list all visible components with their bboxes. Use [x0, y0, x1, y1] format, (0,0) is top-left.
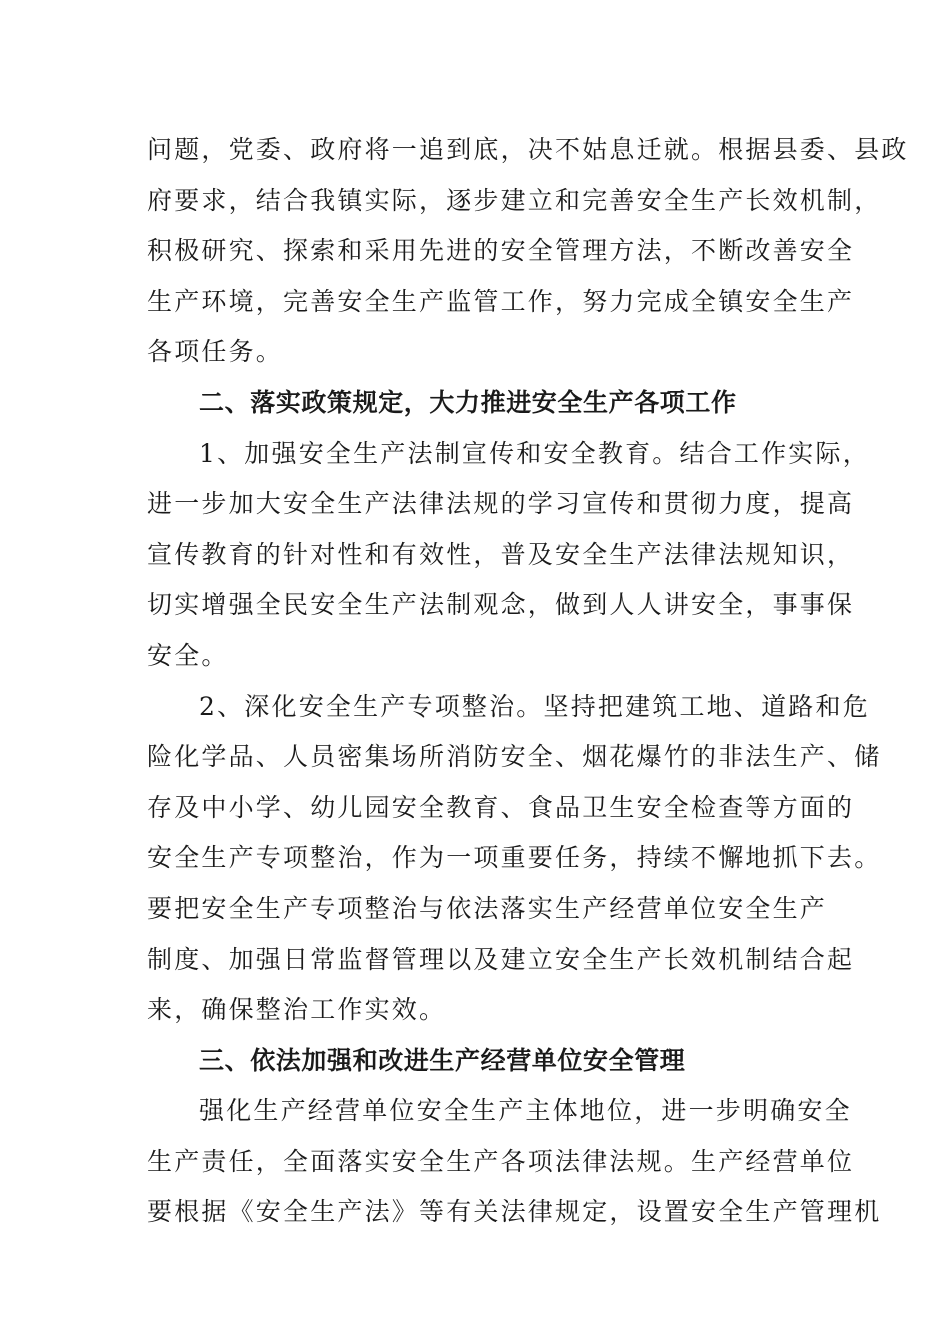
text-line: 生产责任，全面落实安全生产各项法律法规。生产经营单位 — [147, 1146, 855, 1176]
text-line: 切实增强全民安全生产法制观念，做到人人讲安全，事事保 — [147, 590, 855, 620]
text-line: 安全生产专项整治，作为一项重要任务，持续不懈地抓下去。 — [147, 843, 882, 873]
text-line: 要根据《安全生产法》等有关法律规定，设置安全生产管理机 — [147, 1197, 882, 1227]
text-line: 存及中小学、幼儿园安全教育、食品卫生安全检查等方面的 — [147, 792, 855, 822]
text-line: 积极研究、探索和采用先进的安全管理方法，不断改善安全 — [147, 236, 855, 266]
text-line: 进一步加大安全生产法律法规的学习宣传和贯彻力度，提高 — [147, 489, 855, 519]
text-line: 府要求，结合我镇实际，逐步建立和完善安全生产长效机制， — [147, 185, 882, 215]
text-line: 各项任务。 — [147, 337, 284, 367]
text-line: 1、加强安全生产法制宣传和安全教育。结合工作实际， — [199, 438, 870, 468]
body-paragraph — [147, 682, 882, 1036]
body-paragraph — [147, 429, 870, 682]
section-heading — [147, 378, 807, 429]
text-line: 2、深化安全生产专项整治。坚持把建筑工地、道路和危 — [199, 691, 870, 721]
text-line: 强化生产经营单位安全生产主体地位，进一步明确安全 — [199, 1096, 852, 1126]
text-line: 安全。 — [147, 640, 229, 670]
heading-text: 三、依法加强和改进生产经营单位安全管理 — [199, 1045, 686, 1075]
document-body — [147, 125, 909, 1238]
text-line: 险化学品、人员密集场所消防安全、烟花爆竹的非法生产、储 — [147, 742, 882, 772]
body-paragraph — [147, 125, 909, 378]
heading-text: 二、落实政策规定，大力推进安全生产各项工作 — [199, 387, 737, 417]
text-line: 宣传教育的针对性和有效性，普及安全生产法律法规知识， — [147, 539, 855, 569]
text-line: 来，确保整治工作实效。 — [147, 995, 447, 1025]
text-line: 问题，党委、政府将一追到底，决不姑息迁就。根据县委、县政 — [147, 135, 909, 164]
section-heading — [147, 1036, 807, 1087]
text-line: 要把安全生产专项整治与依法落实生产经营单位安全生产 — [147, 893, 828, 923]
body-paragraph — [147, 1086, 882, 1238]
text-line: 制度、加强日常监督管理以及建立安全生产长效机制结合起 — [147, 944, 855, 974]
text-line: 生产环境，完善安全生产监管工作，努力完成全镇安全生产 — [147, 286, 855, 316]
